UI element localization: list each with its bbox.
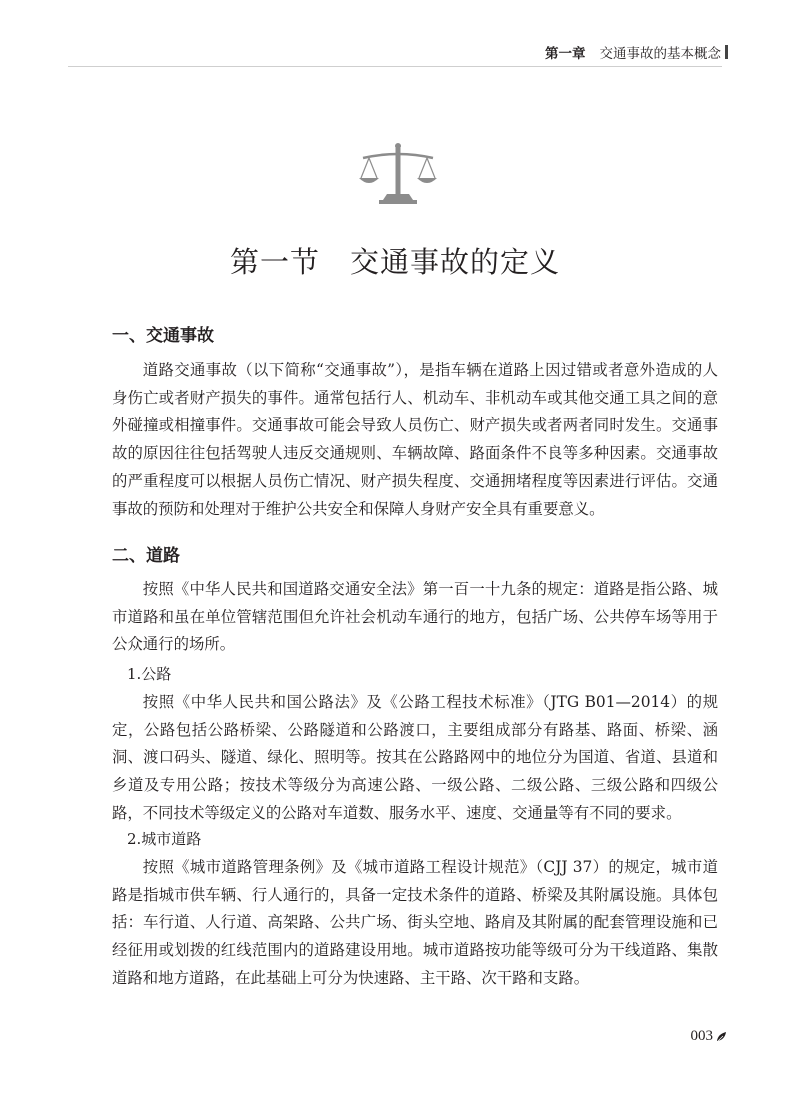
section-title: 第一节 交通事故的定义 (229, 245, 560, 279)
page-footer (691, 1028, 729, 1045)
heading-traffic-accident: 一、交通事故 (112, 326, 214, 346)
paragraph-urban-road: 按照《城市道路管理条例》及《城市道路工程设计规范》（CJJ 37）的规定，城市道路是指城市供车辆、行人通行的，具备一定技术条件的道路、桥梁及其附属设施。具体包括：车行道、人行道、高架路、公共广场、街头空地、路肩及其附属的配套管理设施和已经征用或划拨的红线范围内的道路建设用地。城市道路按功能等级可分为干线道路、集散道路和地方道路，在此基础上可分为快速路、主干路、次干路和支路。 (112, 858, 718, 987)
running-head (545, 40, 728, 64)
paragraph-road-intro: 按照《中华人民共和国道路交通安全法》第一百一十九条的规定：道路是指公路、城市道路和虽在单位管辖范围但允许社会机动车通行的地方，包括广场、公共停车场等用于公众通行的场所。 (112, 580, 718, 654)
leaf-ornament-icon (716, 1031, 728, 1043)
scales-of-justice-icon (357, 140, 439, 208)
header-bar-ornament (725, 45, 728, 59)
paragraph-traffic-accident: 道路交通事故（以下简称“交通事故”），是指车辆在道路上因过错或者意外造成的人身伤亡或者财产损失的事件。通常包括行人、机动车、非机动车或其他交通工具之间的意外碰撞或相撞事件。交通事故可能会导致人员伤亡、财产损失或者两者同时发生。交通事故的原因往往包括驾驶人违反交通规则、车辆故障、路面条件不良等多种因素。交通事故的严重程度可以根据人员伤亡情况、财产损失程度、交通拥堵程度等因素进行评估。交通事故的预防和处理对于维护公共安全和保障人身财产安全具有重要意义。 (112, 361, 718, 518)
chapter-number: 第一章 (545, 46, 586, 62)
page-number: 003 (690, 1028, 713, 1044)
heading-road: 二、道路 (112, 546, 180, 566)
subheading-highway: 1.公路 (127, 665, 172, 683)
paragraph-highway: 按照《中华人民共和国公路法》及《公路工程技术标准》（JTG B01—2014）的规定，公路包括公路桥梁、公路隧道和公路渡口，主要组成部分有路基、路面、桥梁、涵洞、渡口码头、隧道、绿化、照明等。按其在公路路网中的地位分为国道、省道、县道和乡道及专用公路；按技术等级分为高速公路、一级公路、二级公路、三级公路和四级公路，不同技术等级定义的公路对车道数、服务水平、速度、交通量等有不同的要求。 (112, 693, 718, 822)
subheading-urban-road: 2.城市道路 (127, 830, 202, 848)
chapter-title: 交通事故的基本概念 (599, 46, 721, 62)
header-rule (68, 66, 722, 67)
